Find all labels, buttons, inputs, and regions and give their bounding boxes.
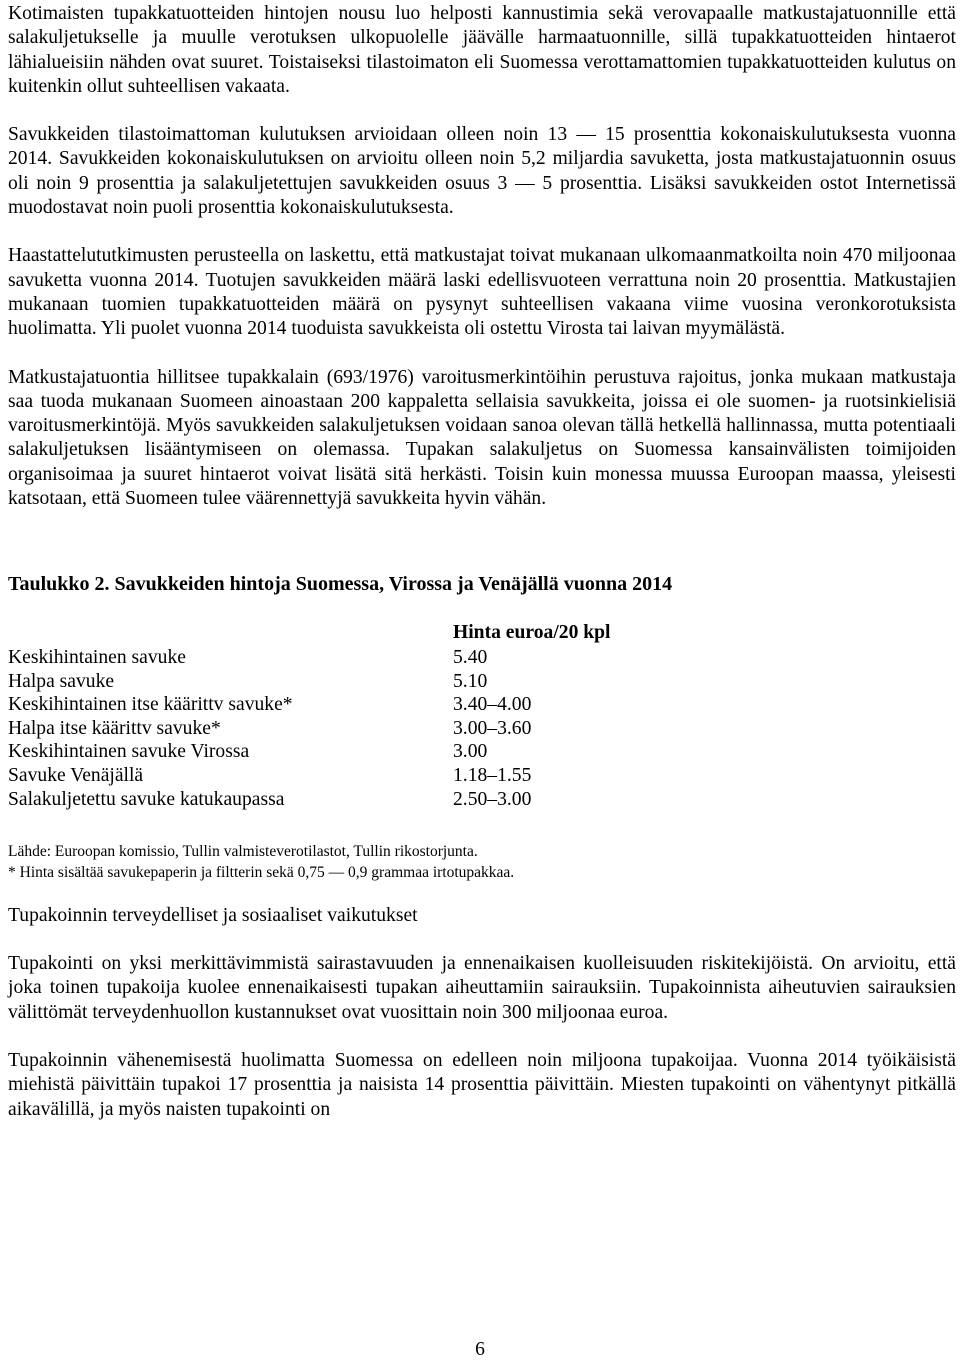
table-row-value: 5.40 (453, 646, 488, 668)
paragraph-traveller-imports: Haastattelututkimusten perusteella on laskettu, että matkustajat toivat mukanaan ulkomaanmatkoilta noin 470 miljoonaa savuketta vuonna 2014. Tuotujen savukkeiden määrä laski edellisvuoteen verrattuna noin 20 prosenttia. Matkustajien mukanaan tuomien tupakkatuotteiden määrä on pysynyt suhteellisen vakaana viime vuosina veronkorotuksista huolimatta. Yli puolet vuonna 2014 tuoduista savukkeista oli ostettu Virosta tai laivan myymälästä. (8, 245, 956, 340)
table-footnote: * Hinta sisältää savukepaperin ja filtterin sekä 0,75 — 0,9 grammaa irtotupakkaa. (8, 864, 515, 882)
table-row-label: Salakuljetettu savuke katukaupassa (8, 788, 285, 810)
paragraph-health-risks: Tupakointi on yksi merkittävimmistä sairastavuuden ja ennenaikaisen kuolleisuuden riskitekijöistä. On arvioitu, että joka toinen tupakoija kuolee ennenaikaisesti tupakan aiheuttamiin sairauksiin. Tupakoinnista aiheutuvien sairauksien välittömät terveydenhuollon kustannukset ovat vuosittain noin 300 miljoonaa euroa. (8, 953, 956, 1023)
table-title: Taulukko 2. Savukkeiden hintoja Suomessa, Virossa ja Venäjällä vuonna 2014 (8, 573, 673, 596)
table-source: Lähde: Euroopan komissio, Tullin valmisteverotilastot, Tullin rikostorjunta. (8, 843, 478, 861)
table-row-label: Savuke Venäjällä (8, 764, 144, 786)
table-column-header: Hinta euroa/20 kpl (453, 622, 611, 644)
page-number: 6 (475, 1339, 485, 1360)
section-heading: Tupakoinnin terveydelliset ja sosiaaliset vaikutukset (8, 905, 418, 927)
table-row-label: Keskihintainen savuke (8, 646, 186, 668)
table-row-value: 1.18–1.55 (453, 764, 532, 786)
table-header-blank (8, 621, 453, 646)
table-row-value: 3.40–4.00 (453, 694, 532, 716)
table-row-value: 3.00 (453, 741, 488, 763)
table-row-label: Halpa itse käärittv savuke* (8, 717, 221, 739)
table-row (8, 788, 611, 812)
table-row (8, 693, 611, 717)
table-row-label: Halpa savuke (8, 670, 115, 692)
paragraph-unrecorded-consumption: Savukkeiden tilastoimattoman kulutuksen arvioidaan olleen noin 13 — 15 prosenttia kokonaiskulutuksesta vuonna 2014. Savukkeiden kokonaiskulutuksen on arvioitu olleen noin 5,2 miljardia savuketta, josta matkustajatuonnin osuus oli noin 9 prosenttia ja salakuljetettujen savukkeiden osuus 3 — 5 prosenttia. Lisäksi savukkeiden ostot Internetissä muodostavat noin puoli prosenttia kokonaiskulutuksesta. (8, 124, 956, 219)
table-row-value: 5.10 (453, 670, 488, 692)
table-row (8, 717, 611, 741)
table-header-row (8, 621, 611, 646)
document-page (8, 0, 956, 1122)
table-row (8, 670, 611, 694)
table-row-value: 2.50–3.00 (453, 788, 532, 810)
table-row (8, 740, 611, 764)
paragraph-import-restrictions: Matkustajatuontia hillitsee tupakkalain (693/1976) varoitusmerkintöihin perustuva rajoitus, jonka mukaan matkustaja saa tuoda mukanaan Suomeen ainoastaan 200 kappaletta sellaisia savukkeita, joissa ei ole suomen- ja ruotsinkielisiä varoitusmerkintöjä. Myös savukkeiden salakuljetuksen voidaan sanoa olevan tällä hetkellä hallinnassa, mutta potentiaali salakuljetuksen lisääntymiseen on olemassa. Tupakan salakuljetus on Suomessa kansainvälisten toimijoiden organisoimaa ja suuret hintaerot voivat lisätä sitä herkästi. Toisin kuin monessa muussa Euroopan maassa, yleisesti katsotaan, että Suomeen tulee väärennettyjä savukkeita hyvin vähän. (8, 366, 956, 510)
table-row (8, 764, 611, 788)
table-row-label: Keskihintainen itse käärittv savuke* (8, 694, 293, 716)
paragraph-price-incentives: Kotimaisten tupakkatuotteiden hintojen nousu luo helposti kannustimia sekä verovapaalle matkustajatuonnille että salakuljetukselle ja muulle verotuksen ulkopuolelle jäävälle harmaatuonnille, sillä tupakkatuotteiden hintaerot lähialueisiin nähden ovat suuret. Toistaiseksi tilastoimaton eli Suomessa verottamattomien tupakkatuotteiden kulutus on kuitenkin ollut suhteellisen vakaata. (8, 3, 956, 97)
price-table (8, 621, 611, 811)
table-row (8, 646, 611, 670)
paragraph-smoker-counts: Tupakoinnin vähenemisestä huolimatta Suomessa on edelleen noin miljoona tupakoijaa. Vuonna 2014 työikäisistä miehistä päivittäin tupakoi 17 prosenttia ja naisista 14 prosenttia päivittäin. Miesten tupakointi on vähentynyt pitkällä aikavälillä, ja myös naisten tupakointi on (8, 1049, 956, 1120)
table-row-value: 3.00–3.60 (453, 717, 532, 739)
table-row-label: Keskihintainen savuke Virossa (8, 741, 250, 763)
